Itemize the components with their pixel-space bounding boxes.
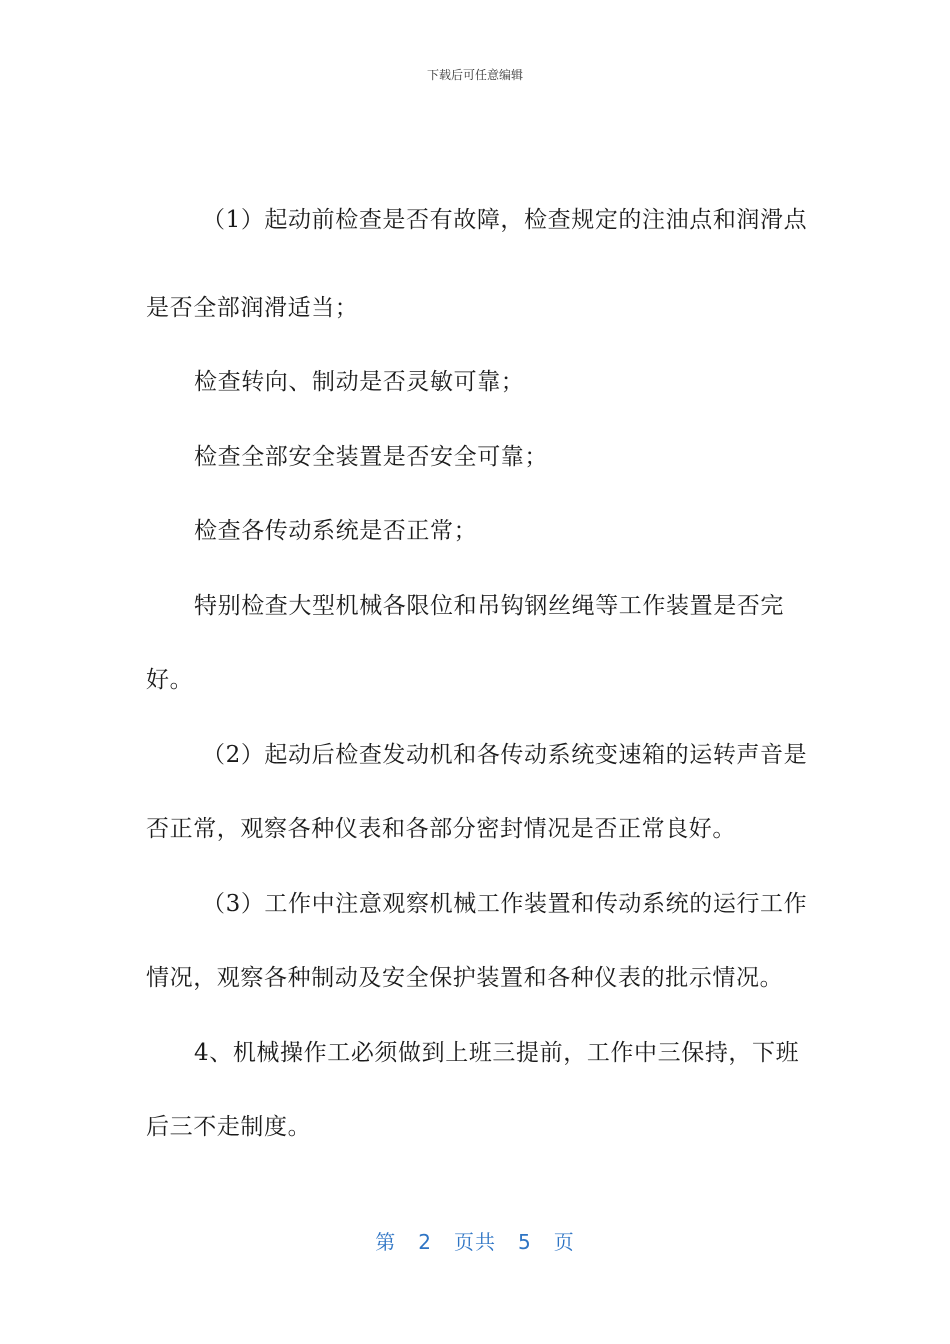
current-page-number: 2	[418, 1230, 432, 1254]
paragraph-line: 特别检查大型机械各限位和吊钩钢丝绳等工作装置是否完	[194, 592, 784, 619]
page-footer	[0, 1226, 950, 1255]
paragraph-line: 好。	[146, 667, 194, 693]
paragraph-line: 检查全部安全装置是否安全可靠；	[194, 443, 548, 470]
document-body	[146, 196, 806, 1165]
page-label-mid: 页共	[454, 1230, 496, 1254]
page-header: 下载后可任意编辑	[426, 68, 523, 82]
paragraph-line: （1）起动前检查是否有故障，检查规定的注油点和润滑点	[202, 207, 808, 233]
paragraph-line: 4、机械操作工必须做到上班三提前，工作中三保持，下班	[194, 1039, 800, 1066]
page-label-prefix: 第	[375, 1230, 397, 1254]
page-label-suffix: 页	[553, 1230, 575, 1254]
paragraph-line: 情况，观察各种制动及安全保护装置和各种仪表的批示情况。	[146, 965, 784, 991]
paragraph-line: 否正常，观察各种仪表和各部分密封情况是否正常良好。	[146, 816, 736, 842]
total-pages-number: 5	[518, 1230, 532, 1254]
paragraph-line: 检查转向、制动是否灵敏可靠；	[194, 369, 525, 395]
paragraph-line: （3）工作中注意观察机械工作装置和传动系统的运行工作	[202, 890, 808, 917]
paragraph-line: 检查各传动系统是否正常；	[194, 518, 478, 544]
paragraph-line: 后三不走制度。	[146, 1114, 312, 1140]
paragraph-line: （2）起动后检查发动机和各传动系统变速箱的运转声音是	[202, 741, 808, 768]
paragraph-line: 是否全部润滑适当；	[146, 294, 359, 321]
